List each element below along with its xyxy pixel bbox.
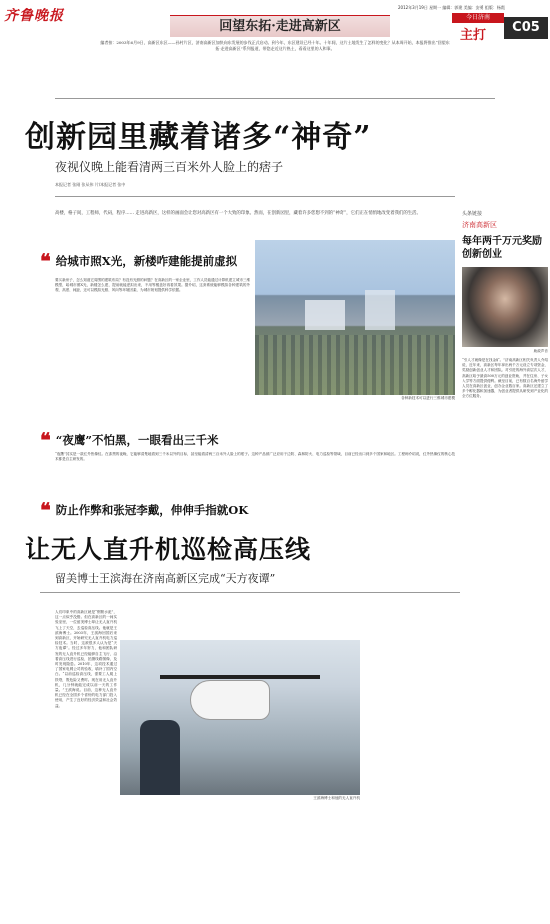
editors-note: 编者按：2003年6月9日，高新区东区——孙村片区，济南高新区加快向东发展的步伐正式启动。到今年，东区建设已经十年。十年间，这片土地发生了怎样的变化？从本周开始，本报将推出“回望东拓·走进高新区”系列报道，带您走近这片热土，看看这里的人和事。 [100, 40, 450, 51]
section-heading-3 [40, 498, 249, 522]
masthead [4, 5, 124, 27]
helicopter-photo [120, 640, 360, 795]
feature-headline: 让无人直升机巡检高压线 [25, 535, 312, 564]
divider [55, 98, 495, 99]
section-title: 防止作弊和张冠李戴，伸伸手指就OK [55, 503, 249, 517]
section-label: 主打 [460, 28, 487, 43]
model-base [255, 335, 455, 395]
headline: 创新园里藏着诸多“神奇” [25, 120, 372, 155]
photo-caption: 王滨海博士和他的无人直升机 [313, 796, 360, 800]
section-title: “夜鹰”不怕黑，一眼看出三千米 [55, 433, 219, 447]
section-tag: 今日济南 [452, 13, 504, 23]
rotor-shape [160, 675, 320, 679]
section-heading-1 [40, 249, 238, 273]
quote-mark-icon: ❝ [40, 498, 51, 522]
sidebar-title: 每年两千万元奖励创新创业 [462, 236, 542, 260]
person-shape [140, 720, 180, 795]
city-model-photo [255, 240, 455, 395]
sidebar-region: 济南高新区 [462, 221, 497, 229]
section-body-2: “夜鹰”其实是一款红外热像仪。在漆黑的夜晚，它能够清楚地看到三千米以外的目标，甚至能看清两三百米外人脸上的痞子。这种产品被广泛应用于边防、森林防火、电力巡检等领域，目前已经出口到多个国家和地区。工程师介绍说，红外热像仪的核心技术都是自主研发的。 [55, 452, 455, 462]
photo-caption: 助政声音 [533, 349, 548, 353]
section-title: 给城市照X光，新楼咋建能提前虚拟 [55, 254, 238, 268]
quote-mark-icon: ❝ [40, 249, 51, 273]
newspaper-logo: 齐鲁晚报 [4, 8, 64, 24]
building-shape [305, 300, 345, 330]
divider [55, 196, 455, 197]
fuselage-shape [190, 680, 270, 720]
feature-body: 人们印象中的高新区就是“钢筋水泥”，这一点似乎没错。但在高新区的一间实验室里，一位留美博士却让无人直升机飞上了天空，去巡检高压线。他就是王滨海博士。2003年，王滨海回国后来到高新区，开始研究无人直升机电力巡检技术。当时，这被很多人认为是“天方夜谭”。经过多年努力，他和团队研发的无人直升机已经能够自主飞行，沿着高压线进行巡检，拍摄线路图像，及时发现隐患。2010年，这项技术通过了国家电网公司的验收，填补了国内空白。“以前巡检高压线，需要工人爬上铁塔，既危险又费时。现在用无人直升机，几分钟就能完成以前一天的工作量。”王滨海说。目前，这种无人直升机已经在全国多个省份的电力部门投入使用，产生了良好的经济效益和社会效益。 [55, 610, 117, 708]
lead-paragraph: 高楼，格子间，工程师，代码，程序…… 走进高新区，这样的画面会让您对高新区有一个大致的印象。然而，在创新园里，藏着许多您想不到的“神奇”，它们正在悄悄地改变着我们的生活。 [55, 211, 421, 216]
column-banner: 回望东拓·走进高新区 [170, 15, 390, 37]
photo-caption: 各种新技术可以进行三维城市建模 [401, 396, 455, 400]
section-body-1: 要买新房子，怎么知道它周围的建筑布局？有没有光照的问题？在高新区的一家企业里，工作人员能通过计算机建立城市三维模型，给城市照X光，新楼怎么建，提前就能虚拟出来，不用等楼盖好再看效果。据介绍，这套系统能够模拟各种建筑的外观、高度、间距，还可以模拟光照、风向等环境因素，为城市规划提供科学依据。 [55, 278, 250, 293]
building-shape [365, 290, 395, 330]
dateline: 2012年3月19日 星期一 编辑：郭建 美编：安勇 组版：杨霞 [398, 5, 505, 10]
feature-subheadline: 留美博士王滨海在济南高新区完成“天方夜谭” [55, 572, 276, 585]
sidebar-label: 头条链接 [462, 211, 483, 217]
divider [40, 592, 460, 593]
official-photo [462, 267, 548, 347]
sidebar [462, 210, 548, 920]
section-heading-2 [40, 428, 219, 452]
sidebar-body: “引人才就像是在找金矿。”济南高新区相关负责人介绍说，近年来，高新区每年拿出两千万元设立专项资金，奖励创新创业人才和团队。对引进的海外高层次人才，高新区给予最高500万元的创业资助，并在住房、子女入学等方面提供便利。截至目前，已有数百名海外留学人员在高新区创业，创办企业数百家。高新区还建立了多个孵化器和加速器，为创业者提供从研发到产业化的全方位服务。 [462, 358, 548, 399]
page-number: C05 [504, 17, 548, 39]
quote-mark-icon: ❝ [40, 428, 51, 452]
byline: 本报记者 张刚 张从伟 片/本报记者 张中 [55, 182, 126, 187]
subheadline: 夜视仪晚上能看清两三百米外人脸上的痞子 [55, 160, 284, 174]
